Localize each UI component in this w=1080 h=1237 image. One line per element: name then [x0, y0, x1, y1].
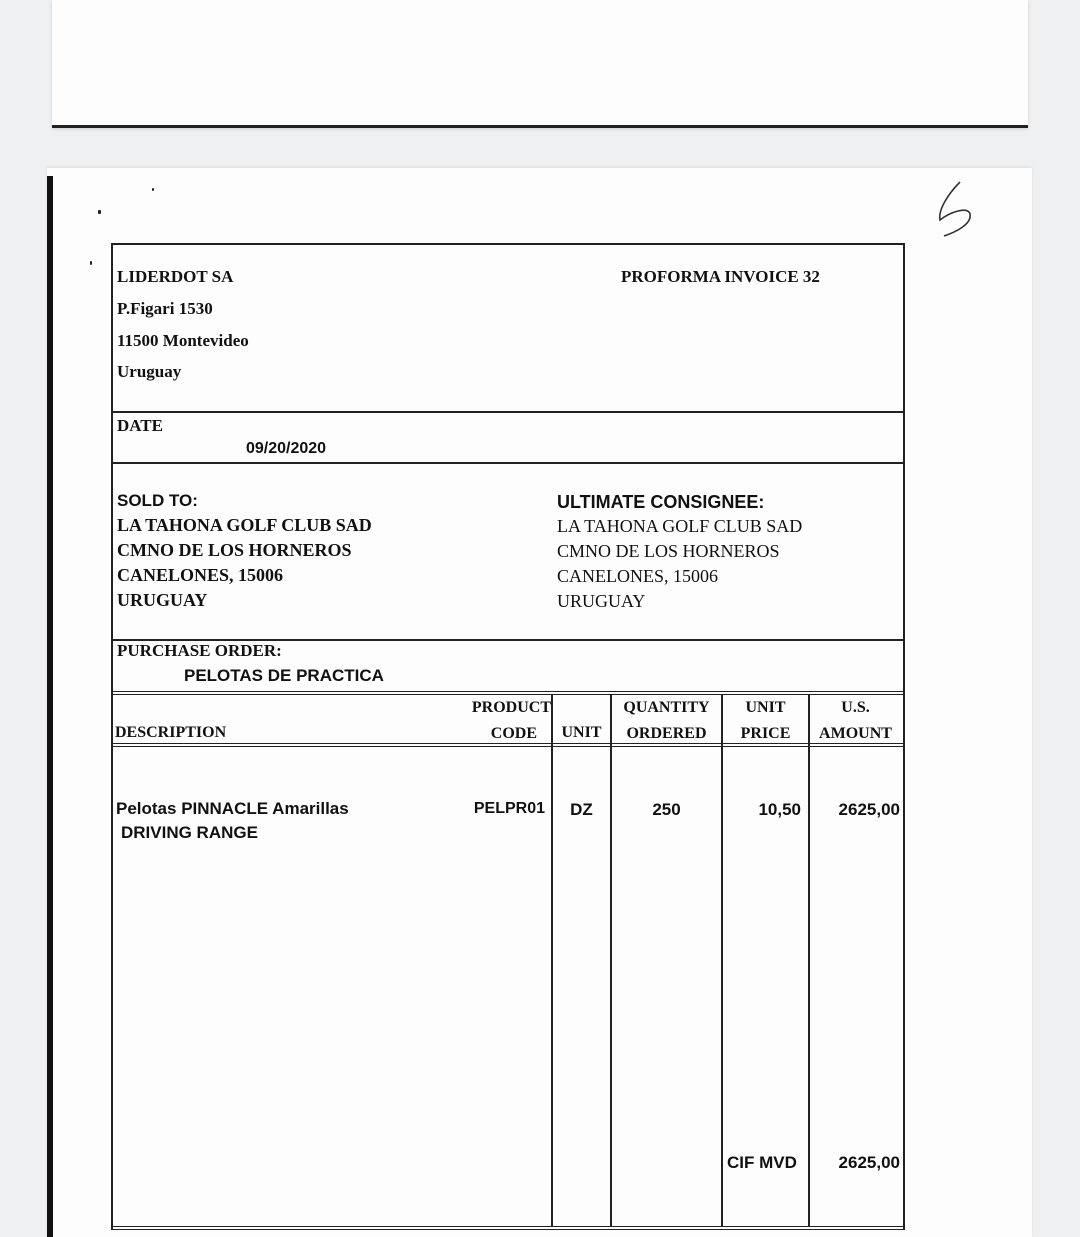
seller-name: LIDERDOT SA [117, 267, 234, 286]
item-unit-price: 10,50 [758, 800, 801, 819]
invoice-form [111, 243, 905, 1230]
date-section [113, 413, 903, 464]
header-line: CODE [490, 725, 537, 742]
column-header-quantity [612, 695, 721, 747]
date-label: DATE [117, 416, 163, 435]
parties-section [113, 464, 903, 641]
column-header-description: DESCRIPTION [115, 724, 227, 741]
scan-edge [47, 176, 53, 1237]
handwritten-page-number [930, 178, 980, 240]
consignee-line: LA TAHONA GOLF CLUB SAD [557, 516, 803, 536]
consignee-line: URUGUAY [557, 591, 646, 611]
seller-country: Uruguay [117, 362, 182, 381]
previous-page [52, 0, 1028, 128]
purchase-order-value: PELOTAS DE PRACTICA [184, 666, 384, 685]
column-divider [721, 695, 723, 1226]
item-description-detail: DRIVING RANGE [121, 823, 258, 842]
header-line: AMOUNT [819, 725, 892, 742]
item-unit: DZ [570, 800, 593, 819]
sold-to-label: SOLD TO: [117, 491, 198, 510]
invoice-title: PROFORMA INVOICE 32 [621, 267, 820, 286]
header-line: UNIT [745, 699, 786, 716]
item-quantity: 250 [652, 800, 681, 819]
purchase-order-section [113, 641, 903, 695]
header-section [113, 245, 903, 413]
column-divider [551, 695, 553, 1226]
total-label: CIF MVD [727, 1153, 797, 1172]
column-divider [610, 695, 612, 1226]
column-divider [808, 695, 810, 1226]
header-line: PRICE [740, 725, 791, 742]
consignee-line: CMNO DE LOS HORNEROS [557, 541, 780, 561]
total-amount: 2625,00 [838, 1153, 900, 1172]
sold-to-line: LA TAHONA GOLF CLUB SAD [117, 515, 372, 535]
sold-to-line: CANELONES, 15006 [117, 565, 284, 585]
column-header-product-code [463, 695, 551, 747]
sold-to-line: URUGUAY [117, 590, 208, 610]
header-line: ORDERED [626, 725, 707, 742]
consignee-label: ULTIMATE CONSIGNEE: [557, 492, 765, 512]
header-line: U.S. [841, 699, 870, 716]
item-amount: 2625,00 [838, 800, 900, 819]
column-header-unit: UNIT [561, 724, 602, 741]
purchase-order-label: PURCHASE ORDER: [117, 641, 282, 660]
scan-speck [98, 210, 101, 214]
item-description: Pelotas PINNACLE Amarillas [116, 799, 349, 818]
sold-to-line: CMNO DE LOS HORNEROS [117, 540, 352, 560]
scan-speck [90, 261, 92, 265]
item-product-code: PELPR01 [473, 800, 545, 817]
consignee-line: CANELONES, 15006 [557, 566, 718, 586]
scan-speck [152, 188, 154, 191]
seller-city: 11500 Montevideo [117, 331, 249, 350]
invoice-date: 09/20/2020 [246, 440, 327, 457]
column-header-amount [810, 695, 901, 747]
seller-street: P.Figari 1530 [117, 299, 213, 318]
header-line: QUANTITY [623, 699, 710, 716]
column-header-unit-price [723, 695, 808, 747]
table-header [113, 695, 903, 747]
header-line: PRODUCT [471, 699, 551, 716]
line-items-table [113, 695, 903, 1230]
